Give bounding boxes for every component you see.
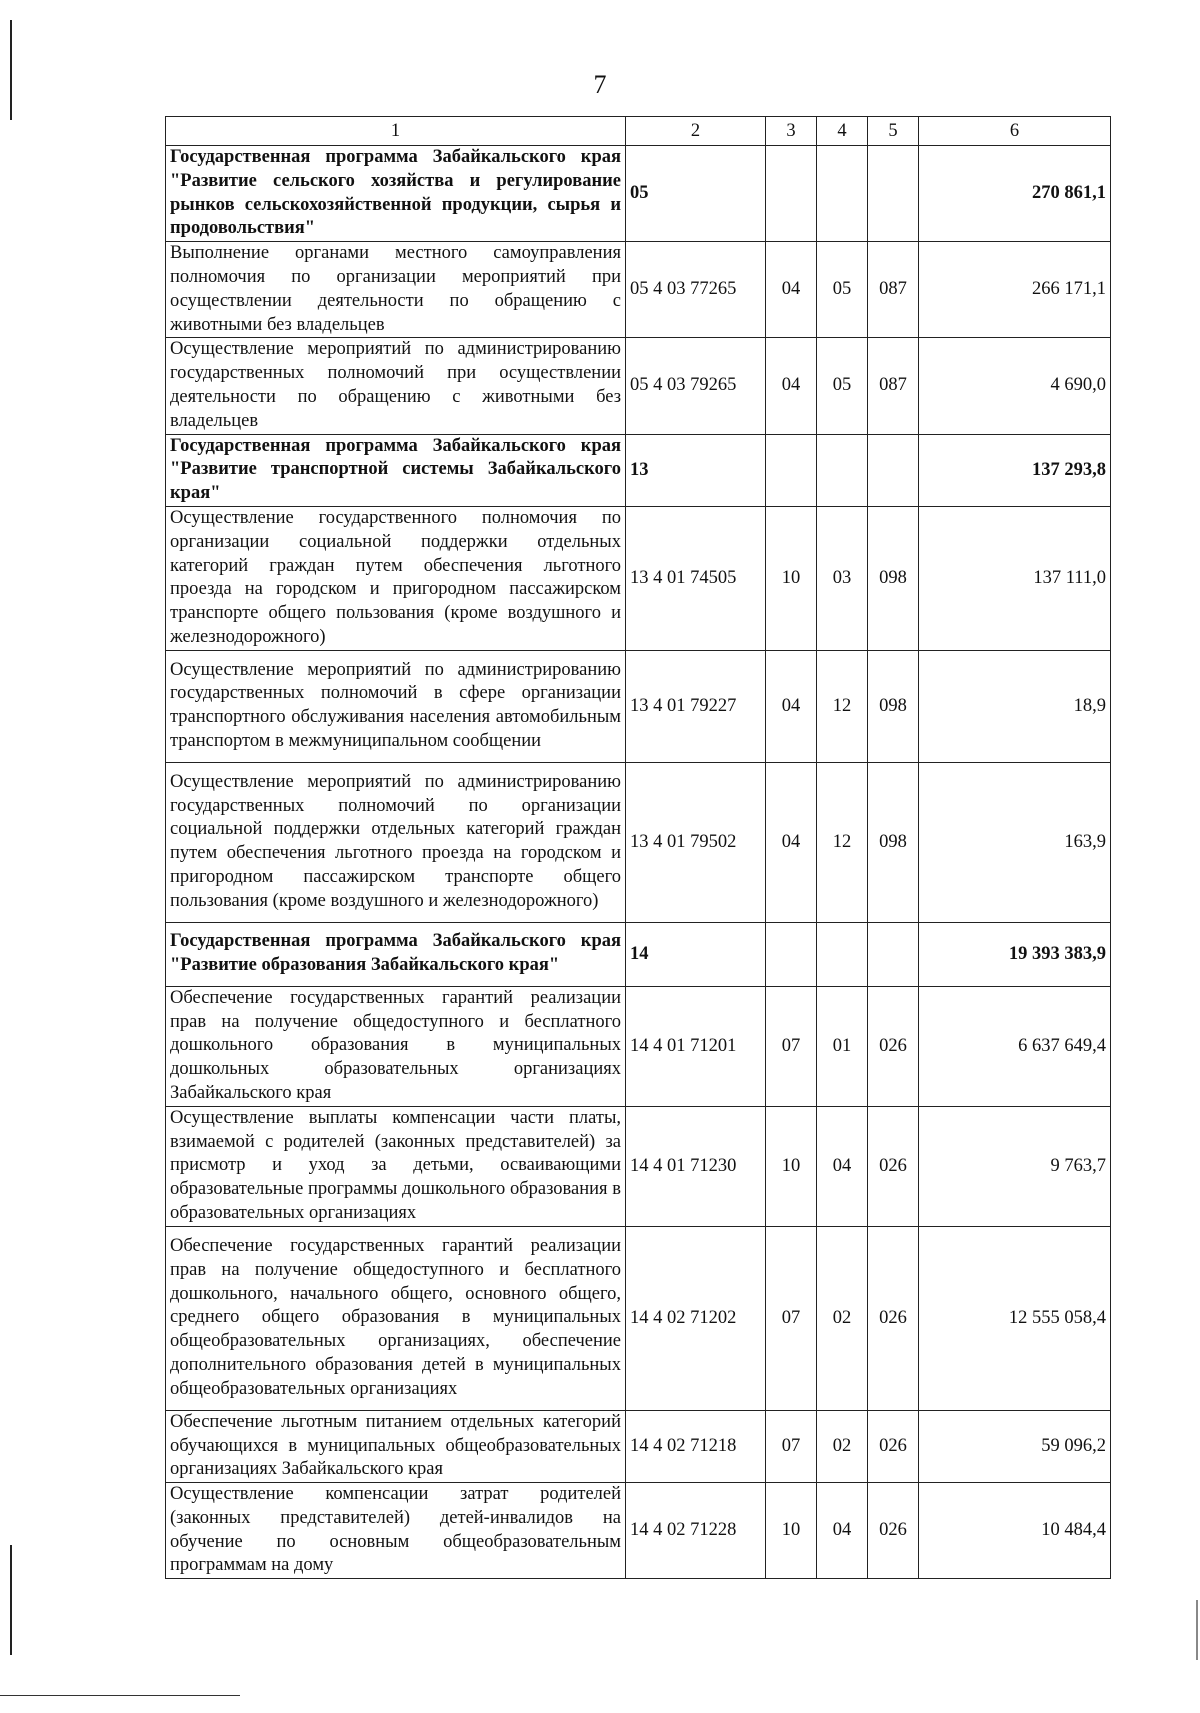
row-code-cell: 14 4 01 71201: [626, 986, 766, 1106]
row-kind-cell: [868, 922, 919, 986]
row-kind-cell: 087: [868, 338, 919, 434]
row-name-cell: Государственная программа Забайкальского края "Развитие сельского хозяйства и регулирование рынков сельскохозяйственной продукции, сырья и продовольствия": [166, 146, 626, 242]
row-amount-cell: 270 861,1: [919, 146, 1111, 242]
table-row: [166, 1410, 1111, 1482]
row-subsection-cell: 03: [817, 506, 868, 650]
table-row: [166, 434, 1111, 506]
row-name-cell: Осуществление мероприятий по администрированию государственных полномочий при осуществлении деятельности по обращению с животными без владельцев: [166, 338, 626, 434]
row-code-cell: 05: [626, 146, 766, 242]
row-section-cell: 10: [766, 1106, 817, 1226]
row-subsection-cell: [817, 146, 868, 242]
row-kind-cell: 026: [868, 986, 919, 1106]
row-kind-cell: [868, 146, 919, 242]
row-subsection-cell: 04: [817, 1483, 868, 1579]
table-row: [166, 650, 1111, 762]
row-amount-cell: 10 484,4: [919, 1483, 1111, 1579]
row-kind-cell: 026: [868, 1226, 919, 1410]
row-name-cell: Выполнение органами местного самоуправления полномочия по организации мероприятий при осуществлении деятельности по обращению с животными без владельцев: [166, 242, 626, 338]
table-row: [166, 1226, 1111, 1410]
budget-table: [165, 116, 1111, 1579]
row-kind-cell: 026: [868, 1106, 919, 1226]
row-subsection-cell: 05: [817, 338, 868, 434]
row-section-cell: 04: [766, 242, 817, 338]
row-section-cell: 10: [766, 1483, 817, 1579]
row-amount-cell: 19 393 383,9: [919, 922, 1111, 986]
row-kind-cell: 098: [868, 650, 919, 762]
row-subsection-cell: 02: [817, 1410, 868, 1482]
row-section-cell: 10: [766, 506, 817, 650]
column-header: 5: [868, 117, 919, 146]
row-name-cell: Государственная программа Забайкальского края "Развитие образования Забайкальского края": [166, 922, 626, 986]
row-name-cell: Осуществление государственного полномочия по организации социальной поддержки отдельных категорий граждан путем обеспечения льготного проезда на городском и пригородном пассажирском транспорте общего пользования (кроме воздушного и железнодорожного): [166, 506, 626, 650]
table-row: [166, 1106, 1111, 1226]
row-code-cell: 05 4 03 79265: [626, 338, 766, 434]
table-row: [166, 922, 1111, 986]
row-kind-cell: 087: [868, 242, 919, 338]
row-amount-cell: 4 690,0: [919, 338, 1111, 434]
row-subsection-cell: 01: [817, 986, 868, 1106]
column-header: 3: [766, 117, 817, 146]
row-code-cell: 14 4 01 71230: [626, 1106, 766, 1226]
row-section-cell: [766, 434, 817, 506]
row-name-cell: Обеспечение льготным питанием отдельных категорий обучающихся в муниципальных общеобразовательных организациях Забайкальского края: [166, 1410, 626, 1482]
table-row: [166, 338, 1111, 434]
row-amount-cell: 163,9: [919, 762, 1111, 922]
row-section-cell: 07: [766, 1226, 817, 1410]
row-section-cell: 04: [766, 338, 817, 434]
row-code-cell: 14 4 02 71202: [626, 1226, 766, 1410]
row-name-cell: Обеспечение государственных гарантий реализации прав на получение общедоступного и бесплатного дошкольного, начального общего, основного общего, среднего общего образования в муниципальных общеобразовательных организациях, обеспечение дополнительного образования детей в муниципальных общеобразовательных организациях: [166, 1226, 626, 1410]
row-name-cell: Государственная программа Забайкальского края "Развитие транспортной системы Забайкальского края": [166, 434, 626, 506]
column-header: 6: [919, 117, 1111, 146]
scan-edge-mark: [1196, 1600, 1198, 1660]
scan-edge-line: [0, 1695, 240, 1696]
row-subsection-cell: 02: [817, 1226, 868, 1410]
row-subsection-cell: [817, 434, 868, 506]
table-row: [166, 762, 1111, 922]
row-amount-cell: 137 111,0: [919, 506, 1111, 650]
row-subsection-cell: 05: [817, 242, 868, 338]
column-header: 2: [626, 117, 766, 146]
row-section-cell: 04: [766, 650, 817, 762]
row-code-cell: 05 4 03 77265: [626, 242, 766, 338]
row-subsection-cell: 12: [817, 650, 868, 762]
row-code-cell: 13 4 01 79502: [626, 762, 766, 922]
row-kind-cell: 098: [868, 506, 919, 650]
row-name-cell: Осуществление мероприятий по администрированию государственных полномочий в сфере организации транспортного обслуживания населения автомобильным транспортом в межмуниципальном сообщении: [166, 650, 626, 762]
row-code-cell: 14: [626, 922, 766, 986]
row-amount-cell: 266 171,1: [919, 242, 1111, 338]
page-number: 7: [593, 70, 607, 99]
row-amount-cell: 18,9: [919, 650, 1111, 762]
table-row: [166, 146, 1111, 242]
column-header: 4: [817, 117, 868, 146]
row-kind-cell: 098: [868, 762, 919, 922]
row-kind-cell: 026: [868, 1483, 919, 1579]
table-row: [166, 242, 1111, 338]
table-row: [166, 1483, 1111, 1579]
table-body: [166, 146, 1111, 1579]
column-header: 1: [166, 117, 626, 146]
row-amount-cell: 9 763,7: [919, 1106, 1111, 1226]
row-section-cell: 07: [766, 1410, 817, 1482]
row-code-cell: 14 4 02 71228: [626, 1483, 766, 1579]
row-name-cell: Осуществление компенсации затрат родителей (законных представителей) детей-инвалидов на обучение по основным общеобразовательным программам на дому: [166, 1483, 626, 1579]
table-row: [166, 506, 1111, 650]
row-section-cell: [766, 922, 817, 986]
row-subsection-cell: 12: [817, 762, 868, 922]
table-row: [166, 986, 1111, 1106]
row-name-cell: Осуществление выплаты компенсации части платы, взимаемой с родителей (законных представителей) за присмотр и уход за детьми, осваивающими образовательные программы дошкольного образования в образовательных организациях: [166, 1106, 626, 1226]
row-kind-cell: 026: [868, 1410, 919, 1482]
row-name-cell: Осуществление мероприятий по администрированию государственных полномочий по организации социальной поддержки отдельных категорий граждан путем обеспечения льготного проезда на городском и пригородном пассажирском транспорте общего пользования (кроме воздушного и железнодорожного): [166, 762, 626, 922]
row-code-cell: 13 4 01 74505: [626, 506, 766, 650]
row-amount-cell: 59 096,2: [919, 1410, 1111, 1482]
scan-edge-mark: [10, 1545, 12, 1655]
row-subsection-cell: [817, 922, 868, 986]
row-amount-cell: 6 637 649,4: [919, 986, 1111, 1106]
row-code-cell: 13: [626, 434, 766, 506]
row-name-cell: Обеспечение государственных гарантий реализации прав на получение общедоступного и бесплатного дошкольного образования в муниципальных дошкольных образовательных организациях Забайкальского края: [166, 986, 626, 1106]
row-section-cell: 04: [766, 762, 817, 922]
row-code-cell: 13 4 01 79227: [626, 650, 766, 762]
table-header-row: [166, 117, 1111, 146]
row-amount-cell: 137 293,8: [919, 434, 1111, 506]
row-section-cell: [766, 146, 817, 242]
row-kind-cell: [868, 434, 919, 506]
row-section-cell: 07: [766, 986, 817, 1106]
row-code-cell: 14 4 02 71218: [626, 1410, 766, 1482]
row-amount-cell: 12 555 058,4: [919, 1226, 1111, 1410]
row-subsection-cell: 04: [817, 1106, 868, 1226]
